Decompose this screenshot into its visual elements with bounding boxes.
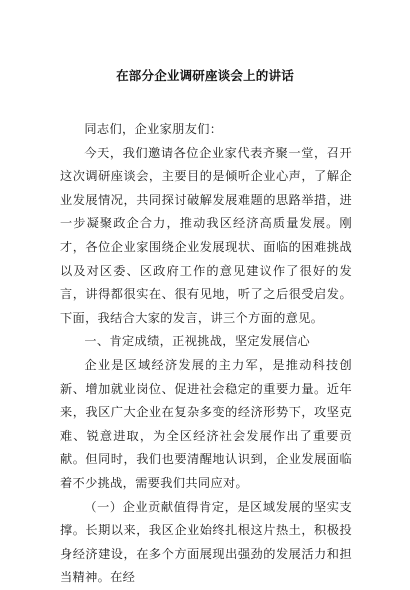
section-heading: 一、肯定成绩，正视挑战，坚定发展信心 [84,334,311,349]
opening-paragraph: 今天，我们邀请各位企业家代表齐聚一堂，召开这次调研座谈会，主要目的是倾听企业心声，了解企业发展情况，共同探讨破解发展难题的思路举措，进一步凝聚政企合力，推动我区经济高质量发展。刚才，各位企业家围绕企业发展现状、面临的困难挑战以及对区委、区政府工作的意见建议作了很好的发言，讲得都很实在、很有见地，听了之后很受启发。下面，我结合大家的发言，讲三个方面的意见。 [60,145,352,325]
body-paragraph: 企业是区域经济发展的主力军，是推动科技创新、增加就业岗位、促进社会稳定的重要力量。近年来，我区广大企业在复杂多变的经济形势下，攻坚克难、锐意进取，为全区经济社会发展作出了重要贡献。但同时，我们也要清醒地认识到，企业发展面临着不少挑战，需要我们共同应对。 [60,357,352,490]
document-body [60,118,352,590]
subsection-paragraph: （一）企业贡献值得肯定，是区域发展的坚实支撑。长期以来，我区企业始终扎根这片热土，积极投身经济建设，在多个方面展现出强劲的发展活力和担当精神。在经 [60,499,352,585]
document-title: 在部分企业调研座谈会上的讲话 [116,68,294,83]
salutation-paragraph: 同志们，企业家朋友们： [84,122,223,136]
